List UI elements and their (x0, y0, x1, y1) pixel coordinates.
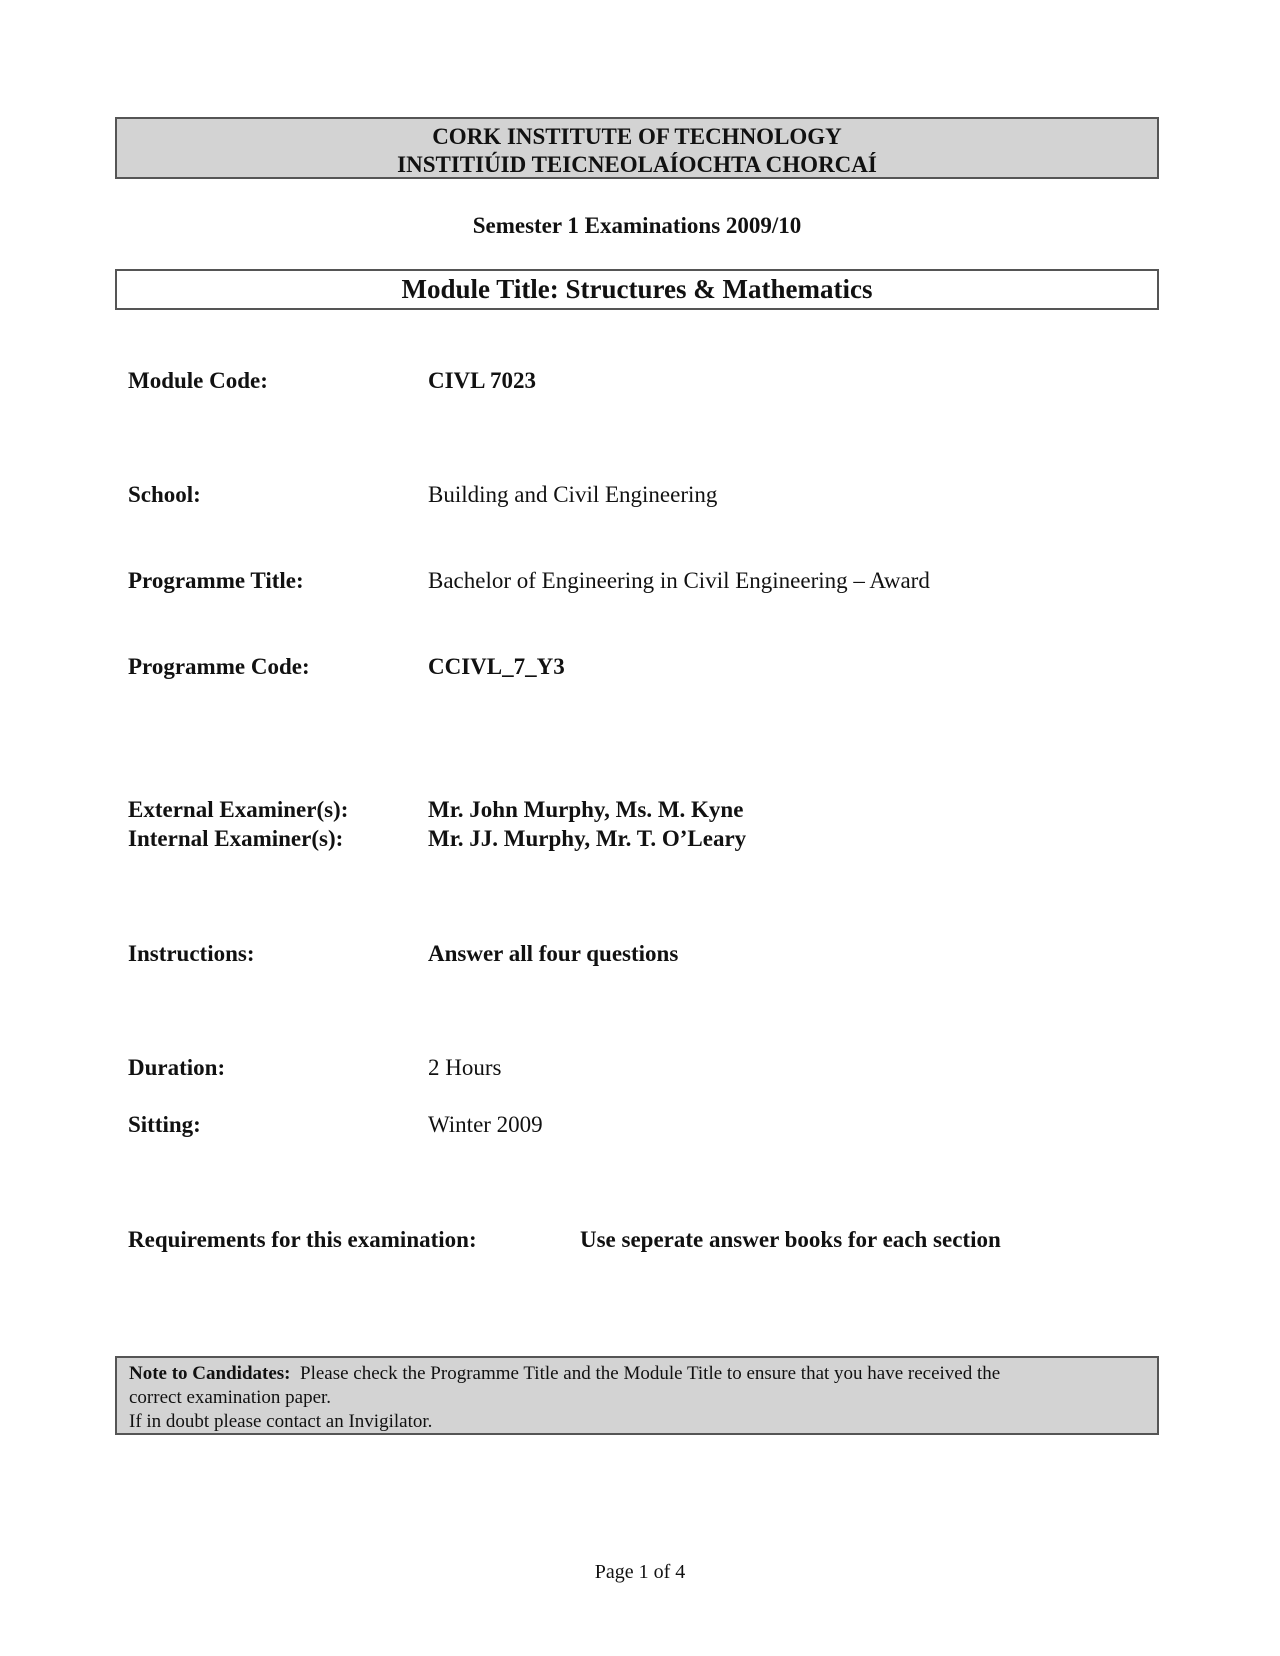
note-text-3: If in doubt please contact an Invigilator. (129, 1411, 433, 1432)
semester-heading: Semester 1 Examinations 2009/10 (472, 213, 802, 238)
school-value: Building and Civil Engineering (428, 482, 718, 507)
institution-name-english: CORK INSTITUTE OF TECHNOLOGY (432, 124, 842, 149)
requirements-label: Requirements for this examination: (128, 1227, 477, 1252)
module-title: Module Title: Structures & Mathematics (115, 269, 1159, 310)
requirements-value: Use seperate answer books for each section (580, 1227, 1001, 1252)
note-text-2: correct examination paper. (129, 1387, 332, 1408)
note-to-candidates (115, 1356, 1159, 1435)
page-number: Page 1 of 4 (594, 1561, 686, 1583)
note-label: Note to Candidates: (129, 1363, 291, 1384)
module-code-label: Module Code: (128, 368, 268, 393)
note-text-1: Please check the Programme Title and the Module Title to ensure that you have received the (300, 1363, 1001, 1384)
internal-examiners-label: Internal Examiner(s): (128, 826, 344, 851)
sitting-value: Winter 2009 (428, 1112, 543, 1137)
duration-value: 2 Hours (428, 1055, 502, 1080)
institution-header (115, 117, 1159, 179)
school-label: School: (128, 482, 201, 507)
programme-code-label: Programme Code: (128, 654, 310, 679)
programme-title-label: Programme Title: (128, 568, 304, 593)
duration-label: Duration: (128, 1055, 226, 1080)
instructions-value: Answer all four questions (428, 941, 679, 966)
programme-title-value: Bachelor of Engineering in Civil Engineering – Award (428, 568, 930, 593)
instructions-label: Instructions: (128, 941, 255, 966)
note-line-1 (129, 1362, 1145, 1386)
external-examiners-value: Mr. John Murphy, Ms. M. Kyne (428, 797, 744, 822)
module-code-value: CIVL 7023 (428, 368, 536, 393)
sitting-label: Sitting: (128, 1112, 201, 1137)
institution-name-irish: INSTITIÚID TEICNEOLAÍOCHTA CHORCAÍ (397, 152, 877, 177)
programme-code-value: CCIVL_7_Y3 (428, 654, 565, 679)
internal-examiners-value: Mr. JJ. Murphy, Mr. T. O’Leary (428, 826, 747, 851)
external-examiners-label: External Examiner(s): (128, 797, 349, 822)
